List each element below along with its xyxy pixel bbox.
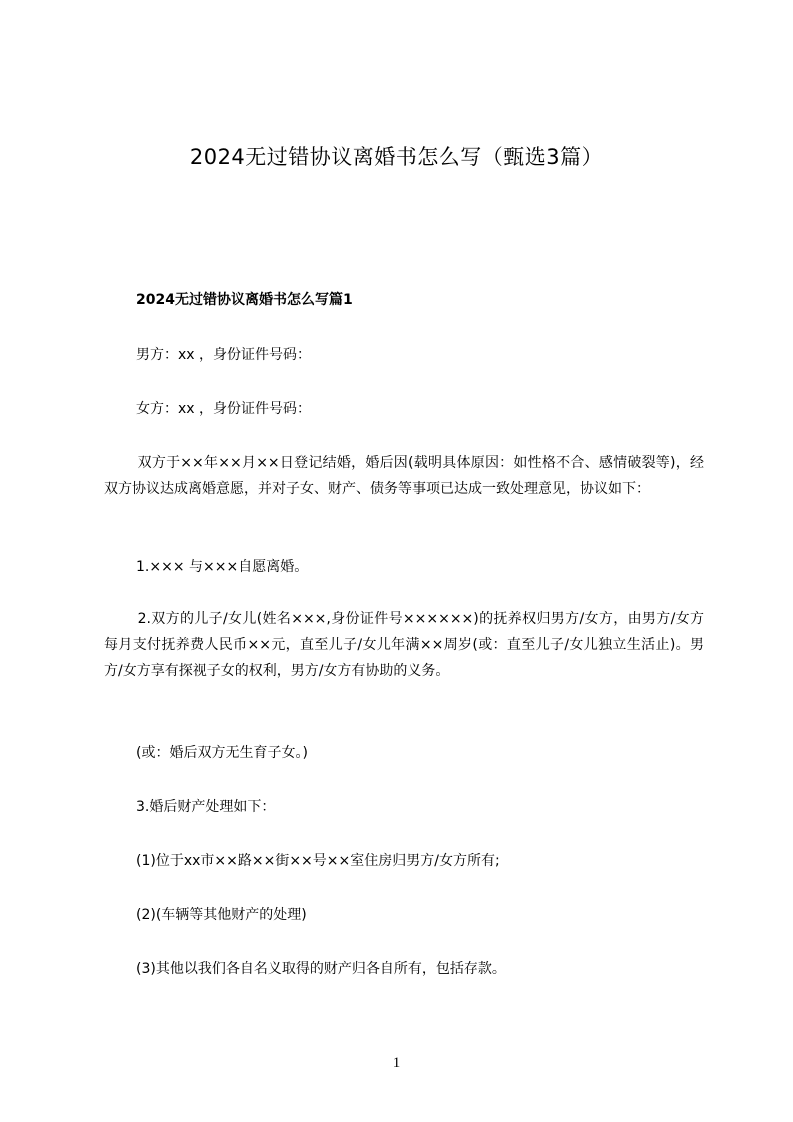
agreement-item-2: 2.双方的儿子/女儿(姓名×××,身份证件号××××××)的抚养权归男方/女方，由男方/女方每月支付抚养费人民币××元，直至儿子/女儿年满××周岁(或：直至儿子/女儿独立生活止)。男方/女方享有探视子女的权利，男方/女方有协助的义务。 [104, 611, 704, 679]
female-party-line: 女方：xx ，身份证件号码： [136, 401, 312, 417]
property-item-1: (1)位于xx市××路××街××号××室住房归男方/女方所有; [136, 853, 500, 869]
marriage-paragraph: 双方于××年××月××日登记结婚，婚后因(载明具体原因：如性格不合、感情破裂等)，经双方协议达成离婚意愿，并对子女、财产、债务等事项已达成一致处理意见，协议如下： [104, 455, 704, 497]
section-heading: 2024无过错协议离婚书怎么写篇1 [136, 292, 353, 308]
agreement-item-2-alternative: (或：婚后双方无生育子女。) [136, 745, 308, 761]
property-item-2: (2)(车辆等其他财产的处理) [136, 907, 307, 923]
male-party-line: 男方：xx ，身份证件号码： [136, 347, 312, 363]
document-title: 2024无过错协议离婚书怎么写（甄选3篇） [189, 145, 604, 169]
page-number: 1 [392, 1055, 401, 1071]
agreement-item-3: 3.婚后财产处理如下： [136, 799, 276, 815]
agreement-item-1: 1.××× 与×××自愿离婚。 [136, 559, 309, 575]
property-item-3: (3)其他以我们各自名义取得的财产归各自所有，包括存款。 [136, 961, 506, 977]
